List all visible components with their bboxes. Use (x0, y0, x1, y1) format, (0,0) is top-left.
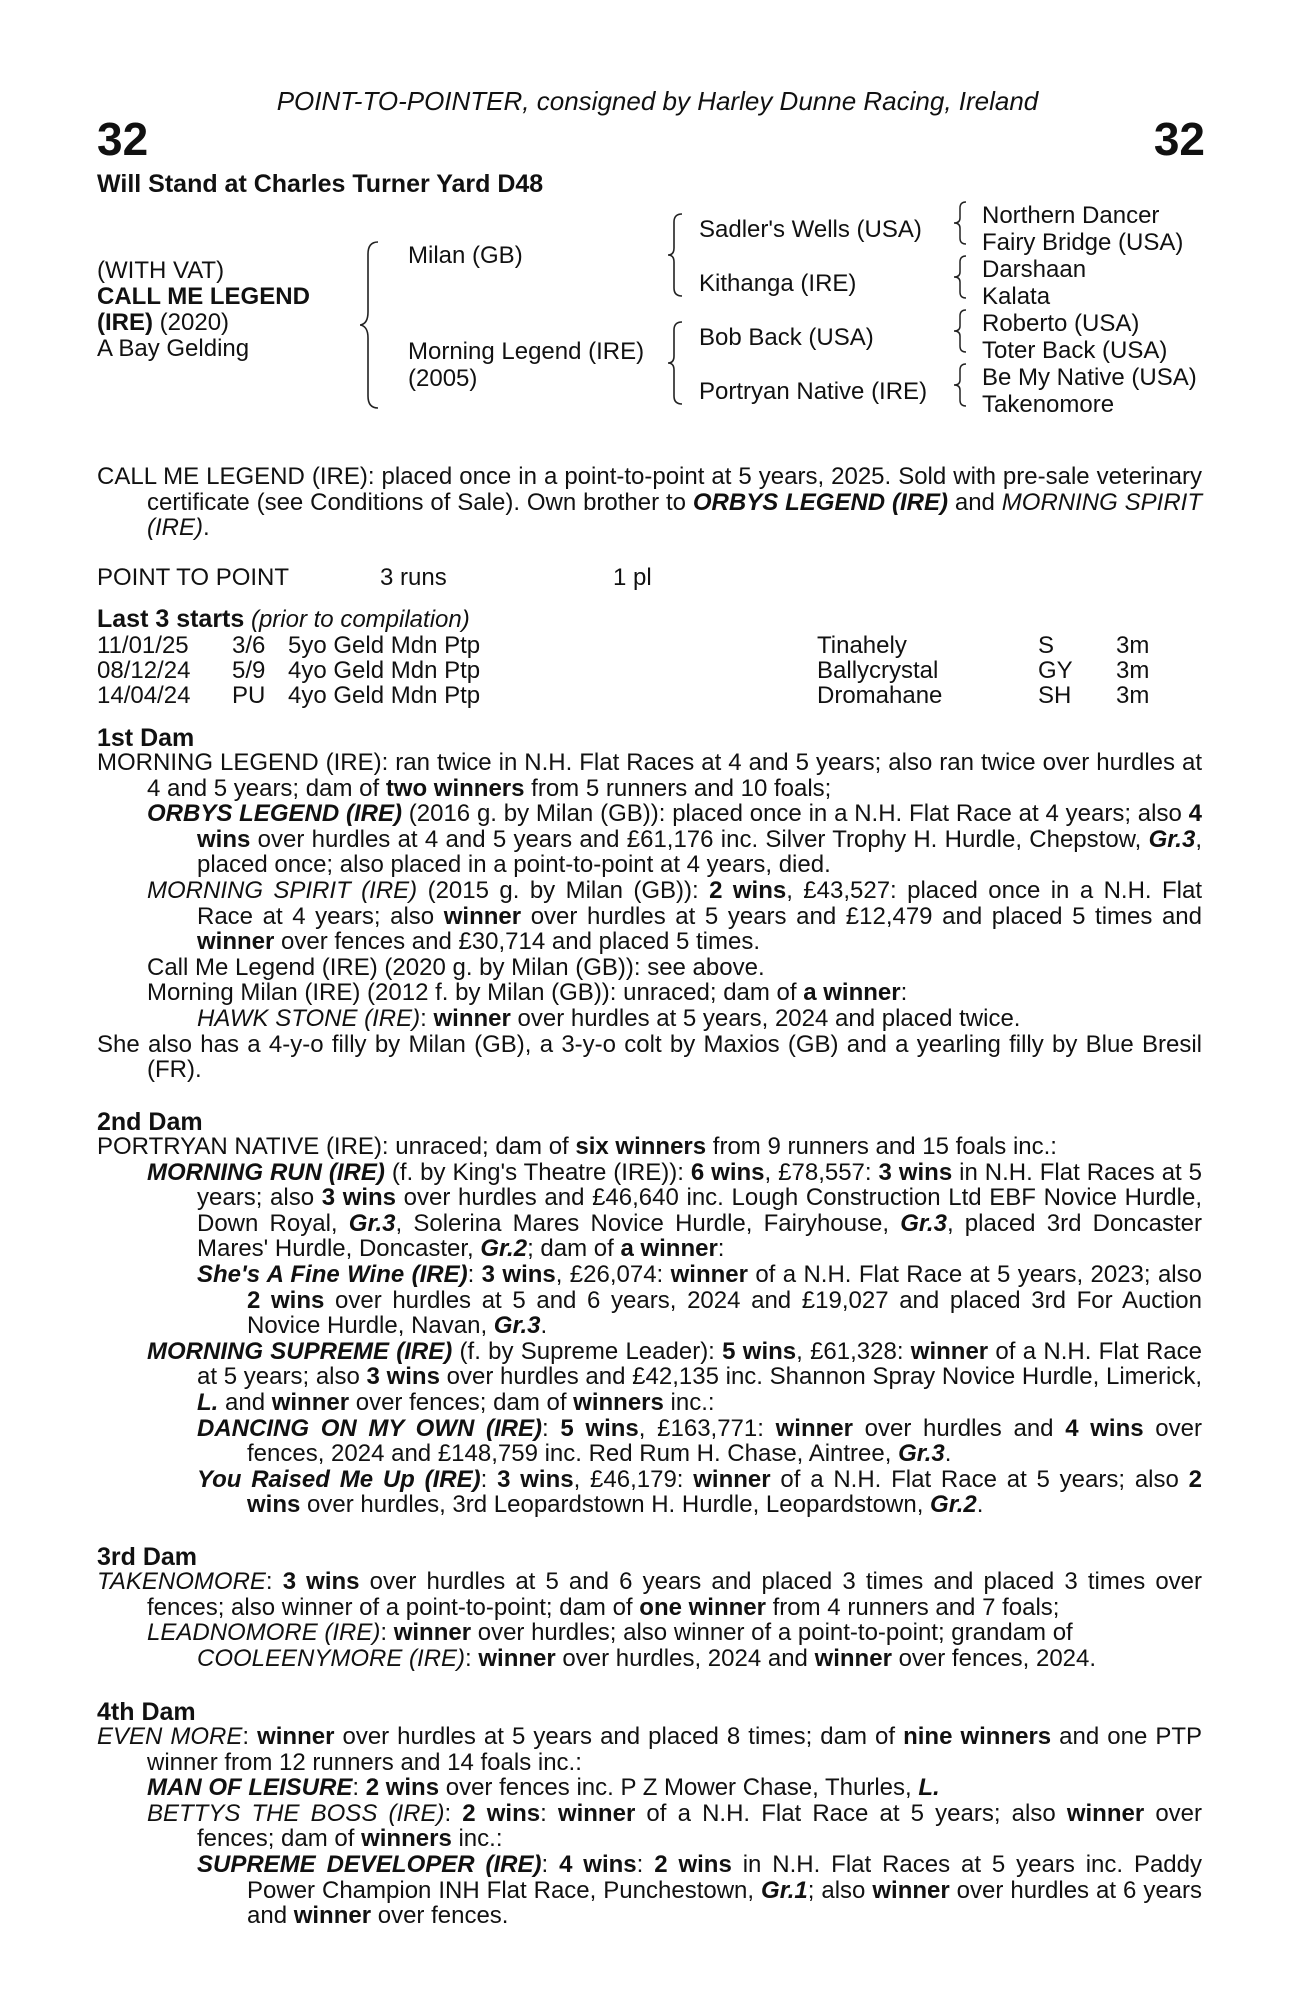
dam1-heading: 1st Dam (97, 724, 195, 752)
pedigree-brace-main (360, 240, 400, 410)
start-row-dist: 3m (1116, 657, 1150, 684)
intro-paragraph: CALL ME LEGEND (IRE): placed once in a point-to-point at 5 years, 2025. Sold with pre-sale veterinary certificate (see Conditions of Sale). Own brother to ORBYS LEGEND (IRE) and MORNING SPIRIT (IRE). (97, 463, 1202, 542)
start-row-pos: 3/6 (232, 632, 266, 659)
pedigree-brace-sire (668, 212, 698, 298)
pedigree-brace-dam (668, 320, 698, 406)
pedigree-sire-dam: Kithanga (IRE) (699, 270, 857, 297)
pedigree-g2: Fairy Bridge (USA) (982, 229, 1184, 256)
start-row-race: 5yo Geld Mdn Ptp (288, 632, 481, 659)
lot-number-left: 32 (97, 113, 149, 165)
horse-year: (2020) (159, 309, 230, 336)
start-row-dist: 3m (1116, 632, 1150, 659)
pedigree-g4: Kalata (982, 283, 1051, 310)
catalogue-header: POINT-TO-POINTER, consigned by Harley Dunne Racing, Ireland (276, 86, 1039, 116)
horse-description: A Bay Gelding (97, 335, 250, 362)
dam1-produce: Call Me Legend (IRE) (2020 g. by Milan (GB)): see above. (147, 953, 765, 981)
pedigree-sire: Milan (GB) (408, 242, 523, 269)
start-row-course: Ballycrystal (817, 657, 939, 684)
start-row-race: 4yo Geld Mdn Ptp (288, 657, 481, 684)
lot-number-right: 32 (1153, 113, 1205, 165)
summary-placed: 1 pl (613, 564, 652, 591)
dam1-note: She also has a 4-y-o filly by Milan (GB), a 3-y-o colt by Maxios (GB) and a yearling filly by Blue Bresil (FR). (97, 1030, 1202, 1084)
pedigree-braces-grand (954, 200, 976, 418)
dam1-para: MORNING LEGEND (IRE): ran twice in N.H. Flat Races at 4 and 5 years; also ran twice over hurdles at 4 and 5 years; dam of two winners from 5 runners and 10 foals; (97, 749, 1202, 802)
starts-heading: Last 3 starts (prior to compilation) (97, 605, 470, 633)
pedigree-g1: Northern Dancer (982, 202, 1160, 229)
pedigree-dam-dam: Portryan Native (IRE) (699, 378, 928, 405)
pedigree-g5: Roberto (USA) (982, 310, 1140, 337)
start-row-date: 11/01/25 (97, 632, 189, 659)
start-row-pos: PU (232, 682, 266, 709)
dam1-produce: MORNING SPIRIT (IRE) (2015 g. by Milan (GB)): 2 wins, £43,527: placed once in a N.H. Flat Race at 4 years; also winner over hurdles at 5 years and £12,479 and placed 5 times and winner over fences and £30,714 and placed 5 times. (147, 876, 1202, 956)
dam1-produce: Morning Milan (IRE) (2012 f. by Milan (GB)): unraced; dam of a winner: (147, 979, 908, 1007)
horse-name: CALL ME LEGEND (97, 283, 310, 310)
vat-note: (WITH VAT) (97, 257, 225, 284)
pedigree-g8: Takenomore (982, 391, 1115, 418)
dam3-section: TAKENOMORE: 3 wins over hurdles at 5 and 6 years and placed 3 times and placed 3 times over fences; also winner of a point-to-point; dam of one winner from 4 runners and 7 foals; LEADNOMORE (IRE): winner over hurdles; also winner of a point-to-point; grandam of COOLEENYMORE (IRE): winner over hurdles, 2024 and winner over fences, 2024. (97, 1568, 1203, 1672)
start-row-race: 4yo Geld Mdn Ptp (288, 682, 481, 709)
pedigree-dam-year: (2005) (408, 365, 478, 392)
dam4-section: EVEN MORE: winner over hurdles at 5 years and placed 8 times; dam of nine winners and one PTP winner from 12 runners and 14 foals inc.: MAN OF LEISURE: 2 wins over fences inc. P Z Mower Chase, Thurles, L. BETTYS THE BOSS (IRE): 2 wins: winner of a N.H. Flat Race at 5 years; also winner over fences; dam of winners inc.: SUPREME DEVELOPER (IRE): 4 wins: 2 wins in N.H. Flat Races at 5 years inc. Paddy Power Champion INH Flat Race, Punchestown, Gr.1; also winner over hurdles at 6 years and winner over fences. (97, 1723, 1203, 1930)
start-row-date: 08/12/24 (97, 657, 191, 684)
start-row-going: S (1038, 632, 1055, 659)
dam2-section: PORTRYAN NATIVE (IRE): unraced; dam of six winners from 9 runners and 15 foals inc.: MORNING RUN (IRE) (f. by King's Theatre (IRE)): 6 wins, £78,557: 3 wins in N.H. Flat Races at 5 years; also 3 wins over hurdles and £46,640 inc. Lough Construction Ltd EBF Novice Hurdle, Down Royal, Gr.3, Solerina Mares Novice Hurdle, Fairyhouse, Gr.3, placed 3rd Doncaster Mares' Hurdle, Doncaster, Gr.2; dam of a winner: She's A Fine Wine (IRE): 3 wins, £26,074: winner of a N.H. Flat Race at 5 years, 2023; also 2 wins over hurdles at 5 and 6 years, 2024 and £19,027 and placed 3rd For Auction Novice Hurdle, Navan, Gr.3. MORNING SUPREME (IRE) (f. by Supreme Leader): 5 wins, £61,328: winner of a N.H. Flat Race at 5 years; also 3 wins over hurdles and £42,135 inc. Shannon Spray Novice Hurdle, Limerick, L. and winner over fences; dam of winners inc.: DANCING ON MY OWN (IRE): 5 wins, £163,771: winner over hurdles and 4 wins over fences, 2024 and £148,759 inc. Red Rum H. Chase, Aintree, Gr.3. You Raised Me Up (IRE): 3 wins, £46,179: winner of a N.H. Flat Race at 5 years; also 2 wins over hurdles, 3rd Leopardstown H. Hurdle, Leopardstown, Gr.2. (97, 1133, 1203, 1519)
start-row-course: Tinahely (817, 632, 907, 659)
dam2-heading: 2nd Dam (97, 1108, 203, 1136)
pedigree-dam: Morning Legend (IRE) (408, 338, 645, 365)
start-row-dist: 3m (1116, 682, 1150, 709)
start-row-course: Dromahane (817, 682, 943, 709)
pedigree-sire-sire: Sadler's Wells (USA) (699, 216, 922, 243)
stand-location: Will Stand at Charles Turner Yard D48 (97, 170, 544, 198)
pedigree-g3: Darshaan (982, 256, 1087, 283)
horse-identity (97, 258, 310, 362)
dam3-heading: 3rd Dam (97, 1543, 198, 1571)
start-row-pos: 5/9 (232, 657, 266, 684)
dam1-grandproduce: HAWK STONE (IRE): winner over hurdles at 5 years, 2024 and placed twice. (197, 1004, 1021, 1032)
start-row-date: 14/04/24 (97, 682, 191, 709)
dam4-heading: 4th Dam (97, 1698, 196, 1726)
horse-suffix: (IRE) (97, 309, 153, 336)
start-row-going: SH (1038, 682, 1072, 709)
dam1-section (97, 750, 1202, 1083)
pedigree-g7: Be My Native (USA) (982, 364, 1197, 391)
summary-runs: 3 runs (380, 564, 447, 591)
dam1-produce: ORBYS LEGEND (IRE) (2016 g. by Milan (GB)): placed once in a N.H. Flat Race at 4 years; also 4 wins over hurdles at 4 and 5 years and £61,176 inc. Silver Trophy H. Hurdle, Chepstow, Gr.3, placed once; also placed in a point-to-point at 4 years, died. (147, 800, 1202, 879)
summary-label: POINT TO POINT (97, 564, 290, 591)
pedigree-g6: Toter Back (USA) (982, 337, 1168, 364)
start-row-going: GY (1038, 657, 1073, 684)
pedigree-dam-sire: Bob Back (USA) (699, 324, 874, 351)
